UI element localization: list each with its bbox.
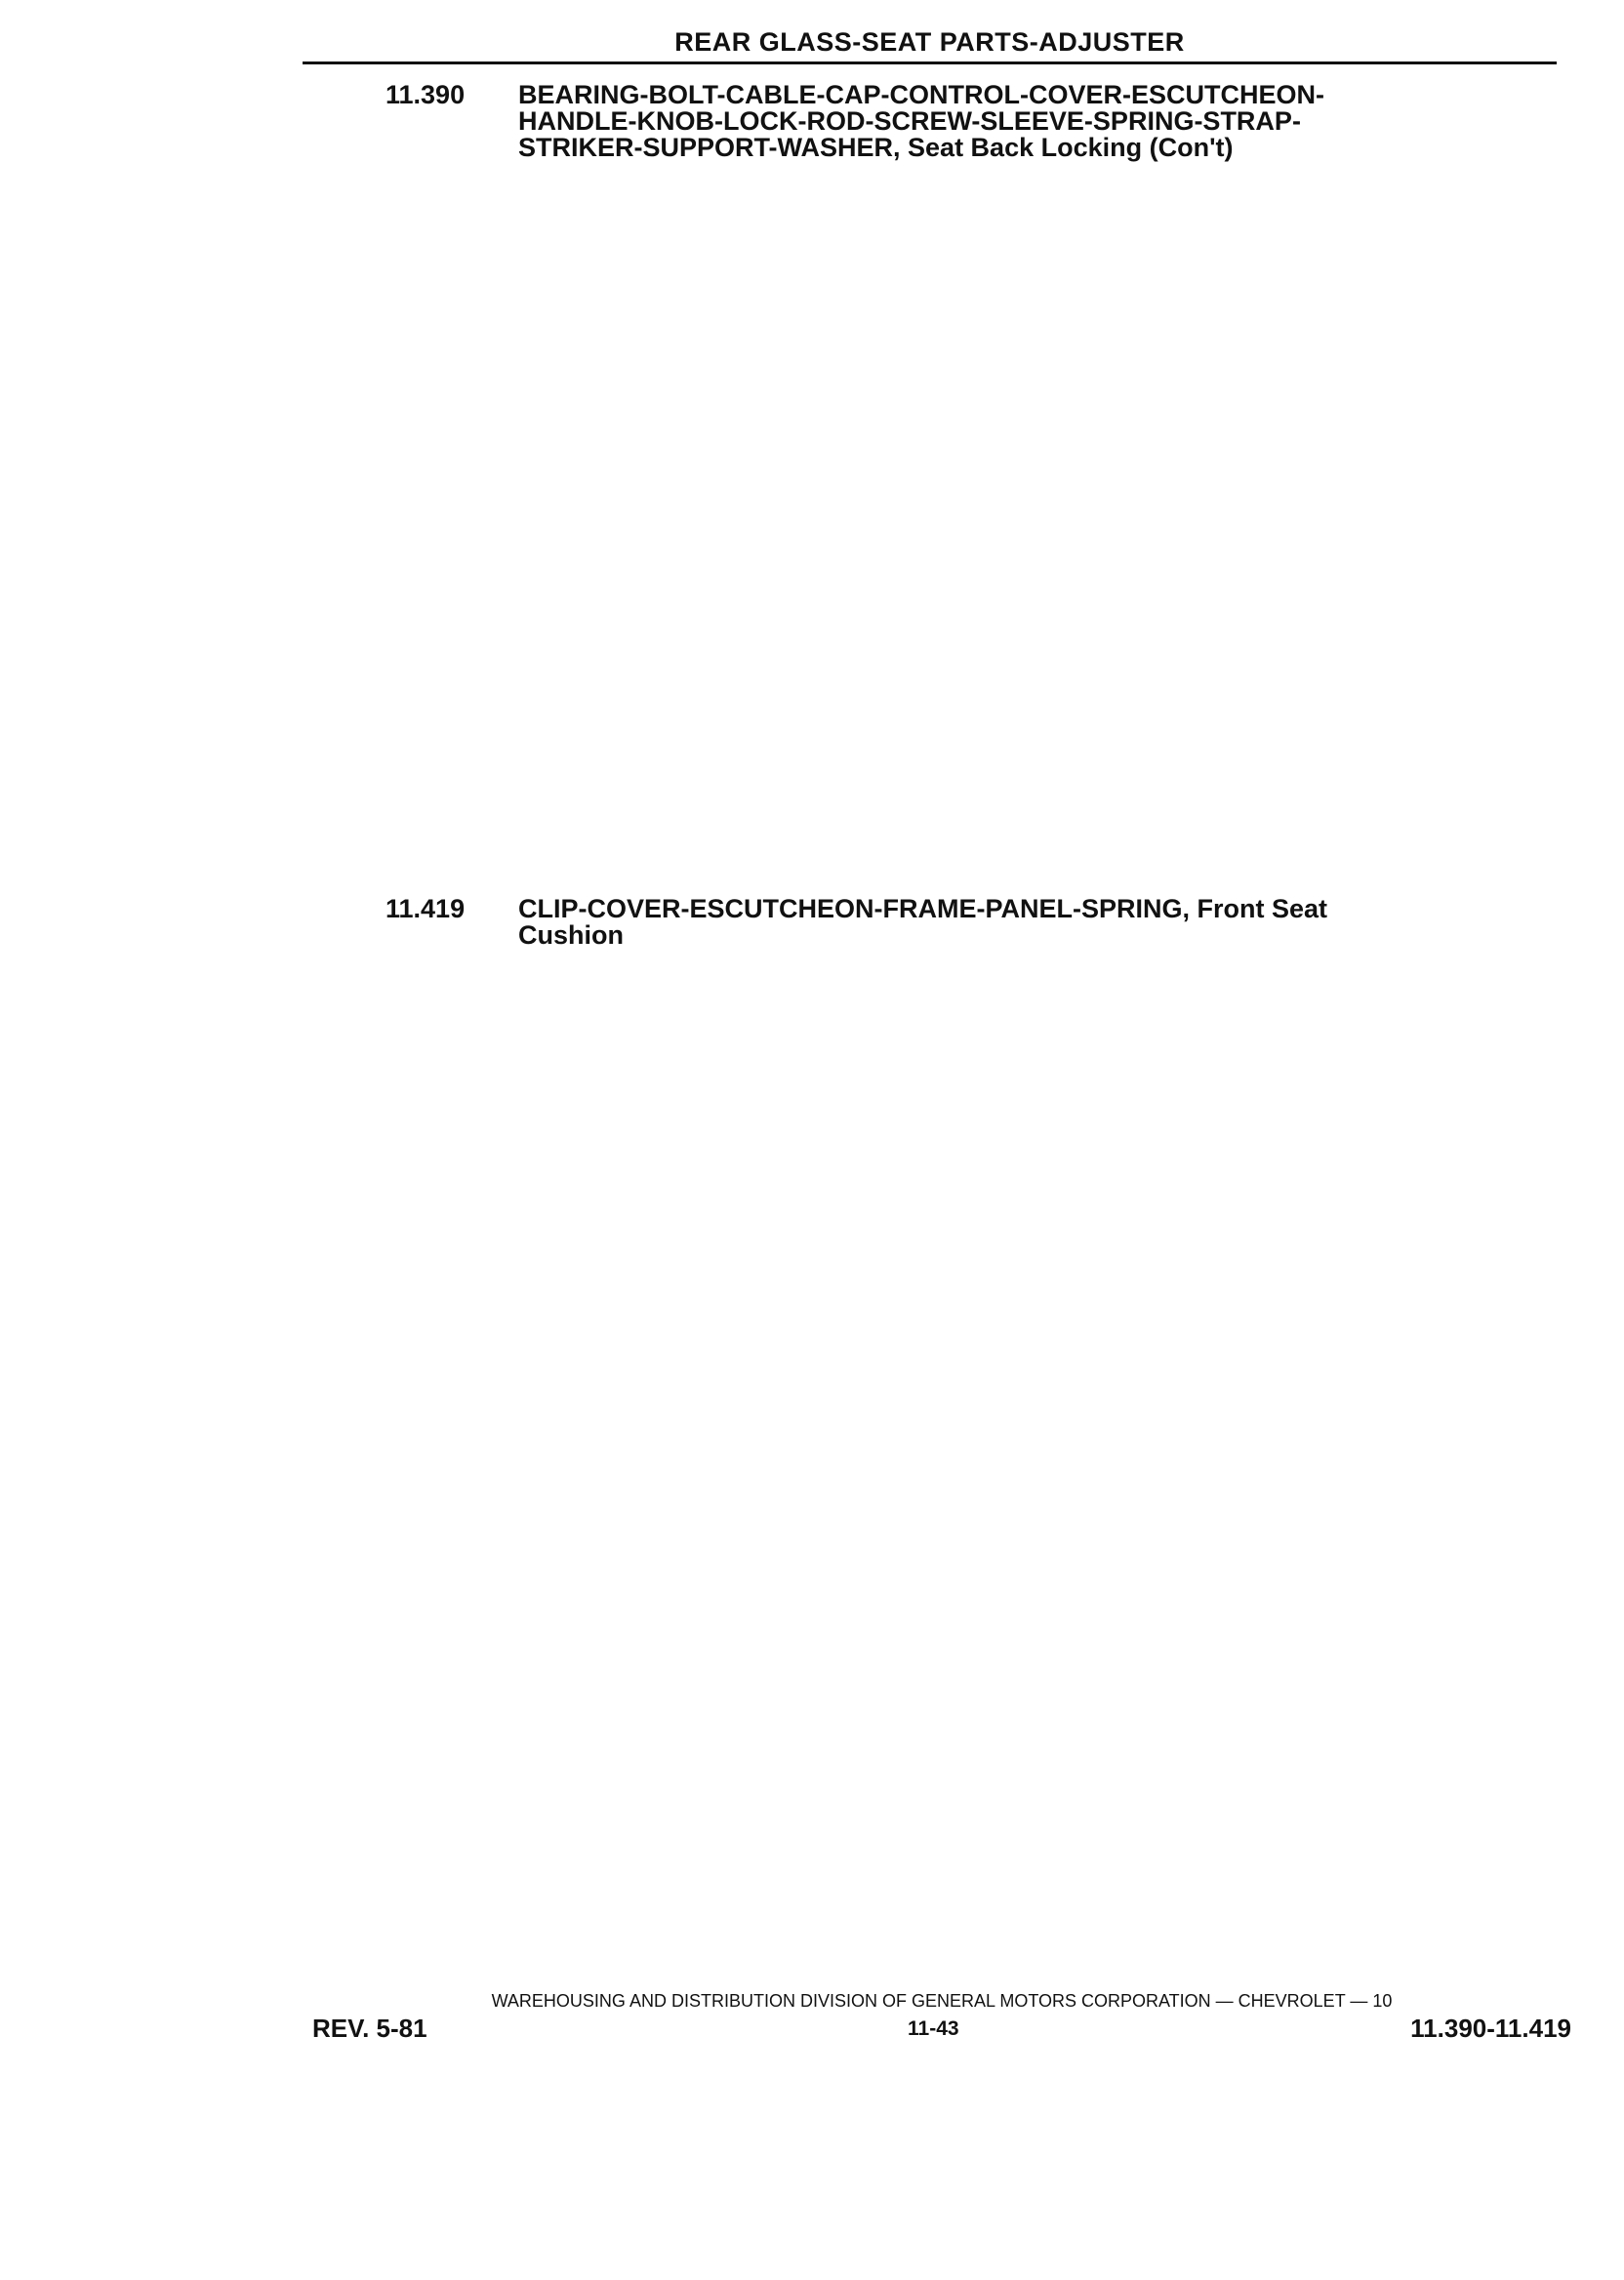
section-title-line: CLIP-COVER-ESCUTCHEON-FRAME-PANEL-SPRING, Front Seat — [518, 894, 1328, 923]
section-title-line: BEARING-BOLT-CABLE-CAP-CONTROL-COVER-ESCUTCHEON- — [518, 80, 1324, 109]
header-rule — [303, 61, 1557, 64]
revision-label: REV. 5-81 — [312, 2014, 427, 2043]
section-11-419 — [307, 896, 1566, 949]
section-number: 11.390 — [386, 80, 466, 109]
section-11-390 — [307, 82, 1566, 161]
footer-row — [312, 2014, 1571, 2045]
page-number: 11-43 — [908, 2017, 959, 2040]
page-title: REAR GLASS-SEAT PARTS-ADJUSTER — [674, 27, 1185, 57]
page-header — [303, 27, 1557, 64]
footer-division: WAREHOUSING AND DISTRIBUTION DIVISION OF GENERAL MOTORS CORPORATION — CHEVROLET — 10 — [491, 1991, 1393, 2011]
footer-block — [312, 1991, 1571, 2045]
section-title-line: HANDLE-KNOB-LOCK-ROD-SCREW-SLEEVE-SPRING-STRAP- — [518, 106, 1301, 136]
section-title-line: STRIKER-SUPPORT-WASHER, Seat Back Locking (Con't) — [518, 133, 1234, 162]
section-heading — [307, 82, 1566, 161]
section-number: 11.419 — [386, 894, 466, 923]
section-range: 11.390-11.419 — [1410, 2014, 1571, 2043]
section-title-line: Cushion — [518, 920, 624, 950]
section-heading — [307, 896, 1566, 949]
